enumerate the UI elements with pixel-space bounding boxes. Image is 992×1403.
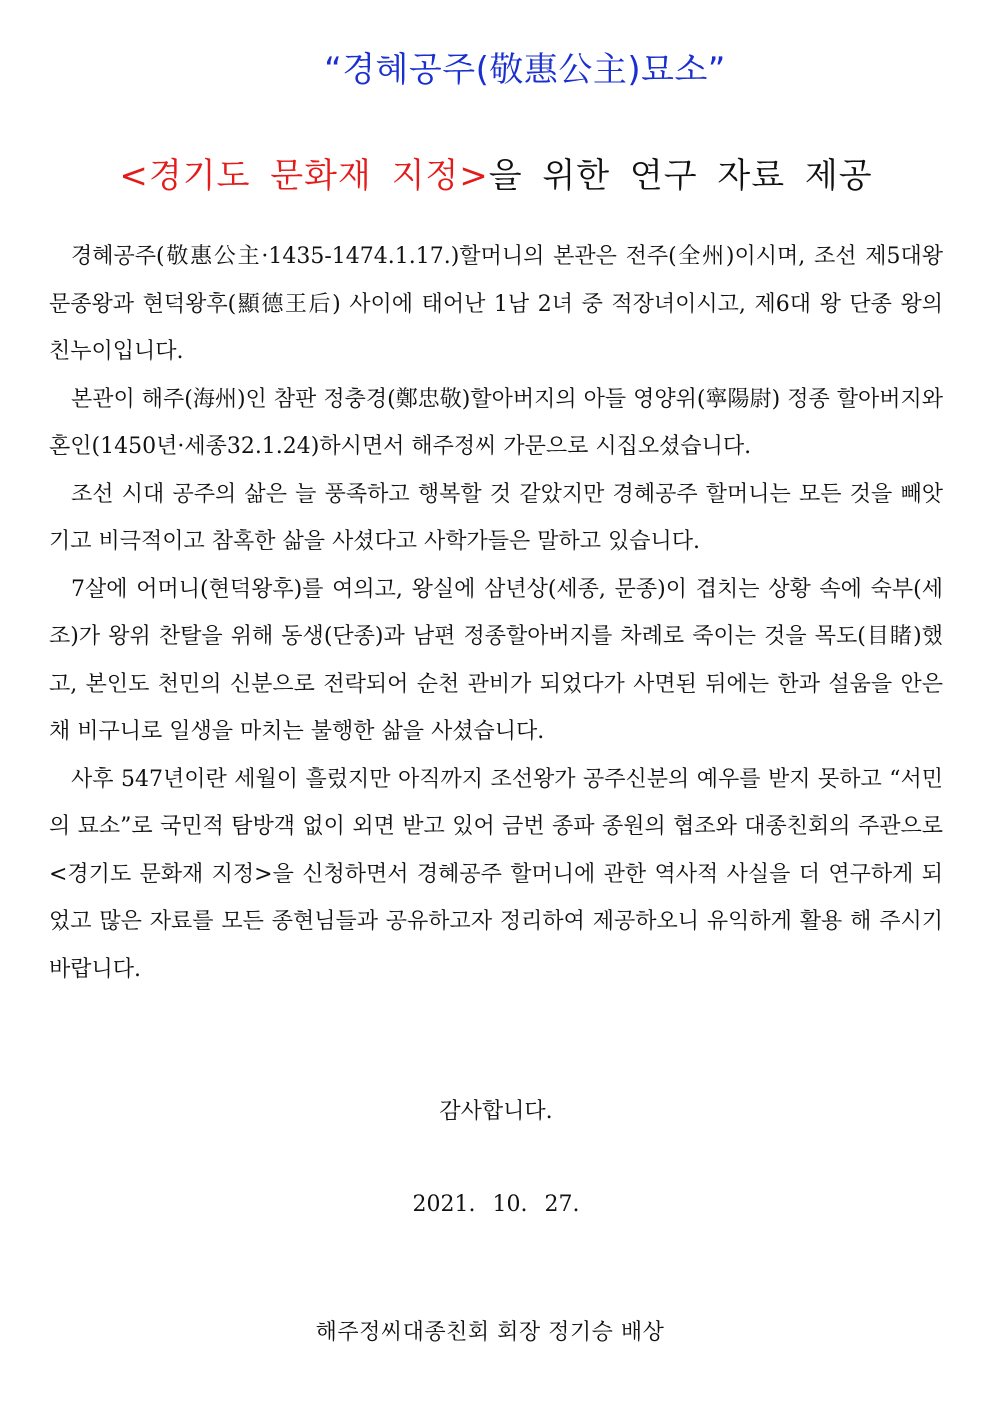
subtitle-rest: 을 위한 연구 자료 제공 xyxy=(488,156,873,196)
paragraph: 본관이 해주(海州)인 참판 정충경(鄭忠敬)할아버지의 아들 영양위(寧陽尉) 정종 할아버지와 혼인(1450년·세종32.1.24)하시면서 해주정씨 가문으로 시집오셨습니다. xyxy=(49,386,943,459)
paragraph: 경혜공주(敬惠公主·1435-1474.1.17.)할머니의 본관은 전주(全州)이시며, 조선 제5대왕 문종왕과 현덕왕후(顯德王后) 사이에 태어난 1남 2녀 중 적장녀이시고, 제6대 왕 단종 왕의 친누이입니다. xyxy=(49,244,943,364)
document-signature: 해주정씨대종친회 회장 정기승 배상 xyxy=(315,1320,665,1345)
subtitle-highlight: <경기도 문화재 지정> xyxy=(119,156,489,196)
thanks-line: 감사합니다. xyxy=(439,1099,553,1124)
document-subtitle xyxy=(0,148,992,197)
paragraph: 조선 시대 공주의 삶은 늘 풍족하고 행복할 것 같았지만 경혜공주 할머니는 모든 것을 빼앗기고 비극적이고 참혹한 삶을 사셨다고 사학가들은 말하고 있습니다. xyxy=(49,481,943,554)
paragraph: 7살에 어머니(현덕왕후)를 여의고, 왕실에 삼년상(세종, 문종)이 겹치는 상황 속에 숙부(세조)가 왕위 찬탈을 위해 동생(단종)과 남편 정종할아버지를 차례로 죽이는 것을 목도(目睹)했고, 본인도 천민의 신분으로 전락되어 순천 관비가 되었다가 사면된 뒤에는 한과 설움을 안은 채 비구니로 일생을 마치는 불행한 삶을 사셨습니다. xyxy=(49,576,943,744)
document-body xyxy=(49,233,943,993)
paragraph: 사후 547년이란 세월이 흘렀지만 아직까지 조선왕가 공주신분의 예우를 받지 못하고 “서민의 묘소”로 국민적 탐방객 없이 외면 받고 있어 금번 종파 종원의 협조와 대종친회의 주관으로 <경기도 문화재 지정>을 신청하면서 경혜공주 할머니에 관한 역사적 사실을 더 연구하게 되었고 많은 자료를 모든 종현님들과 공유하고자 정리하여 제공하오니 유익하게 활용 해 주시기 바랍니다. xyxy=(49,766,943,982)
document-title: “경혜공주(敬惠公主)묘소” xyxy=(324,50,726,90)
document-date: 2021. 10. 27. xyxy=(412,1192,580,1217)
